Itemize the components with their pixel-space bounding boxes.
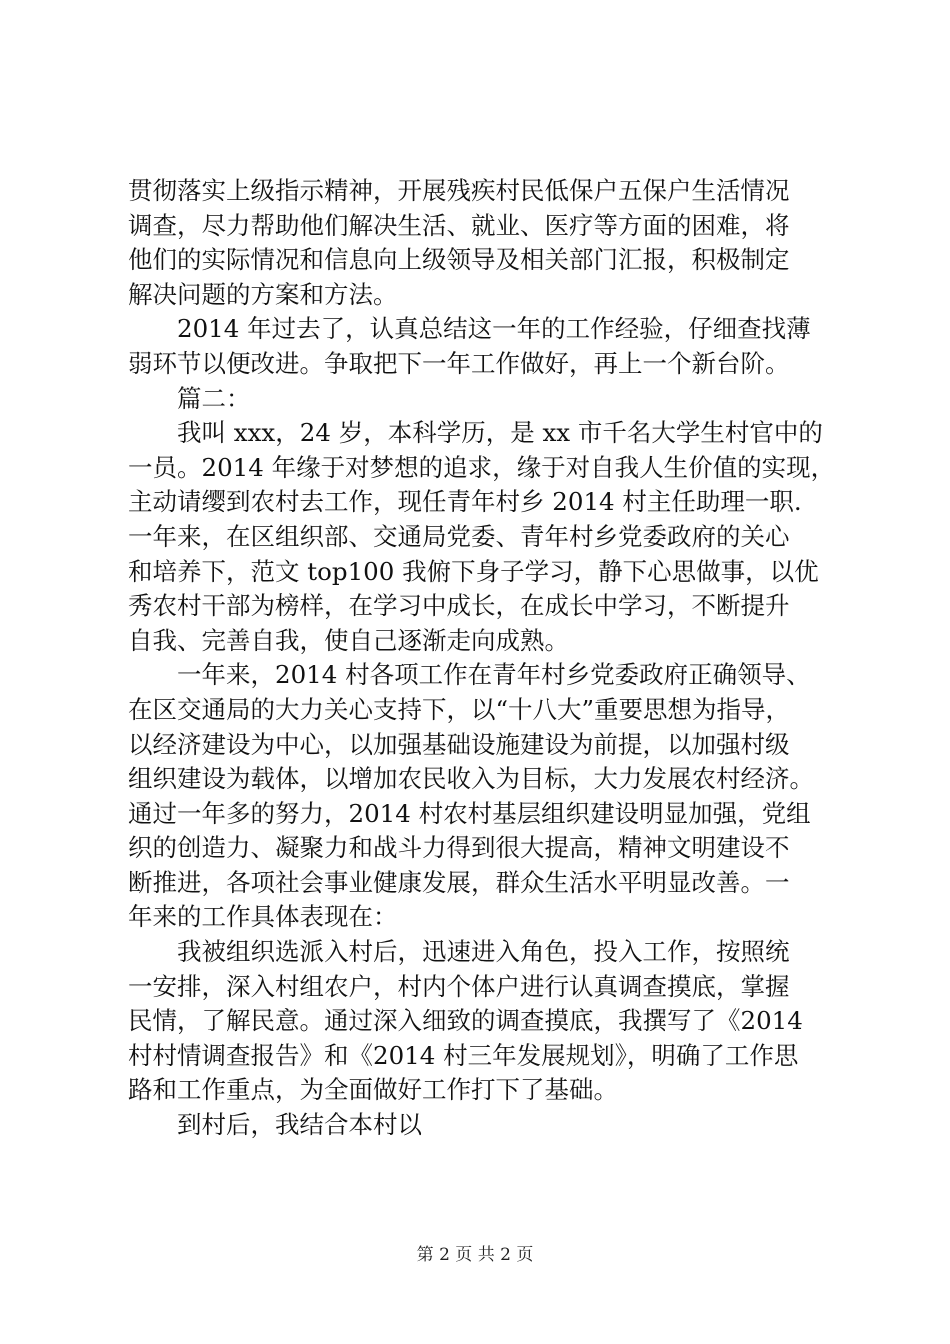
- page-footer: 第 2 页 共 2 页: [416, 1245, 534, 1265]
- text-line: 篇二：: [177, 383, 251, 413]
- text-line: 2014 年过去了，认真总结这一年的工作经验，仔细查找薄: [177, 314, 811, 344]
- text-line: 在区交通局的大力关心支持下，以“十八大”重要思想为指导，: [128, 694, 791, 724]
- document-body: [128, 174, 836, 1143]
- text-line: 贯彻落实上级指示精神，开展残疾村民低保户五保户生活情况: [128, 176, 790, 205]
- text-line: 调查，尽力帮助他们解决生活、就业、医疗等方面的困难，将: [128, 210, 790, 240]
- text-line: 路和工作重点，为全面做好工作打下了基础。: [128, 1075, 618, 1105]
- text-line: 村村情调查报告》和《2014 村三年发展规划》，明确了工作思: [128, 1040, 799, 1070]
- text-line: 我被组织选派入村后，迅速进入角色，投入工作，按照统: [177, 937, 790, 967]
- text-line: 弱环节以便改进。争取把下一年工作做好，再上一个新台阶。: [128, 348, 790, 378]
- text-line: 一年来，2014 村各项工作在青年村乡党委政府正确领导、: [177, 660, 811, 690]
- text-line: 解决问题的方案和方法。: [128, 279, 398, 309]
- text-line: 织的创造力、凝聚力和战斗力得到很大提高，精神文明建设不: [128, 833, 790, 863]
- text-line: 通过一年多的努力，2014 村农村基层组织建设明显加强，党组: [128, 798, 811, 828]
- text-line: 自我、完善自我，使自己逐渐走向成熟。: [128, 625, 569, 655]
- text-line: 断推进，各项社会事业健康发展，群众生活水平明显改善。一: [128, 867, 790, 897]
- text-line: 民情，了解民意。通过深入细致的调查摸底，我撰写了《2014: [128, 1006, 803, 1036]
- text-line: 主动请缨到农村去工作，现任青年村乡 2014 村主任助理一职.: [128, 487, 802, 517]
- text-line: 他们的实际情况和信息向上级领导及相关部门汇报，积极制定: [128, 245, 790, 275]
- text-line: 和培养下，范文 top100 我俯下身子学习，静下心思做事，以优: [128, 556, 819, 586]
- text-line: 一年来，在区组织部、交通局党委、青年村乡党委政府的关心: [128, 521, 790, 551]
- text-line: 年来的工作具体表现在：: [128, 902, 398, 932]
- text-line: 一员。2014 年缘于对梦想的追求，缘于对自我人生价值的实现，: [128, 452, 836, 482]
- text-line: 组织建设为载体，以增加农民收入为目标，大力发展农村经济。: [128, 764, 814, 794]
- text-line: 我叫 xxx，24 岁，本科学历，是 xx 市千名大学生村官中的: [177, 418, 823, 448]
- text-line: 以经济建设为中心，以加强基础设施建设为前提，以加强村级: [128, 729, 790, 759]
- text-line: 一安排，深入村组农户，村内个体户进行认真调查摸底，掌握: [128, 971, 790, 1001]
- text-line: 秀农村干部为榜样，在学习中成长，在成长中学习，不断提升: [128, 591, 790, 621]
- text-line: 到村后，我结合本村以: [177, 1110, 422, 1140]
